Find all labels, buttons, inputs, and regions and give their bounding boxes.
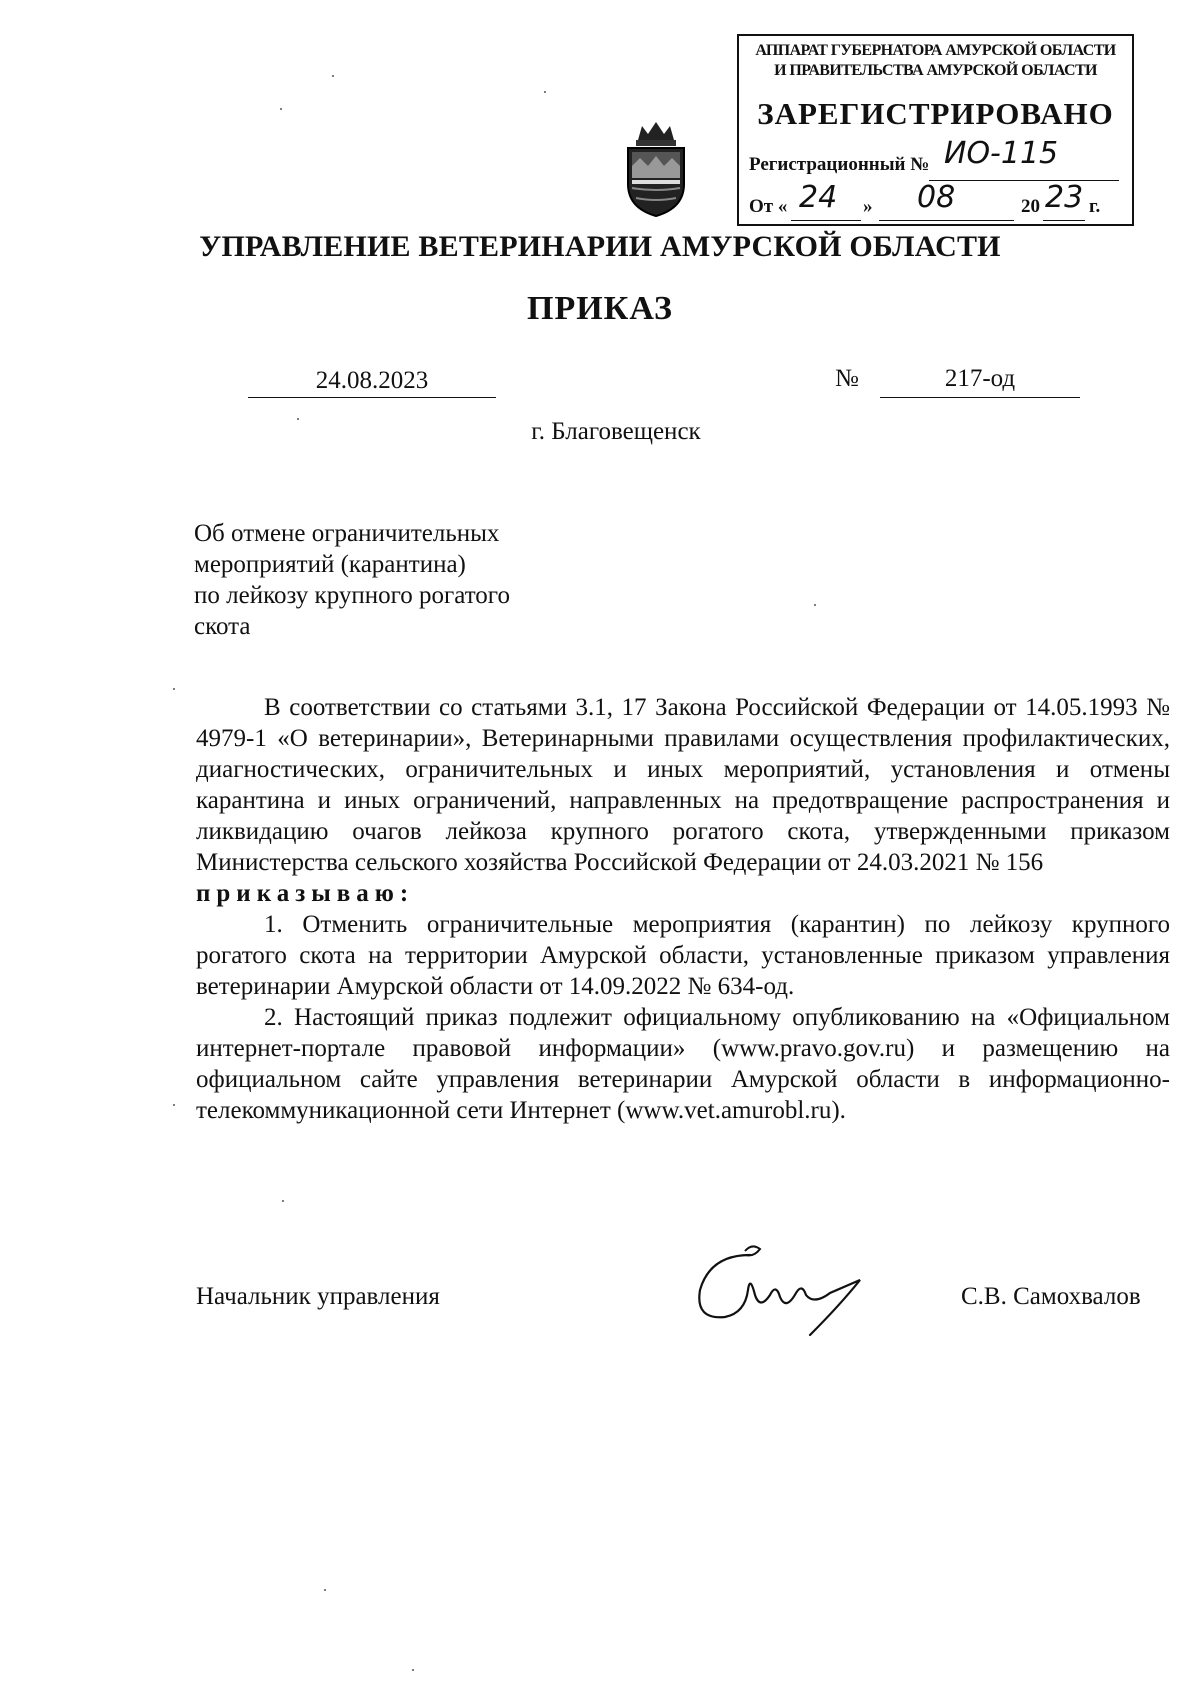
subject-line: мероприятий (карантина) [194, 551, 466, 578]
subject-line: по лейкозу крупного рогатого [194, 582, 510, 609]
stamp-year-suffix: 23 [1045, 180, 1084, 215]
handwritten-signature [690, 1235, 870, 1345]
stamp-date-quote-close: » [863, 196, 873, 217]
stamp-org-line1: АППАРАТ ГУБЕРНАТОРА АМУРСКОЙ ОБЛАСТИ [755, 42, 1116, 59]
document-type: ПРИКАЗ [527, 290, 673, 327]
preamble-paragraph: В соответствии со статьями 3.1, 17 Закона Российской Федерации от 14.05.1993 № 4979-1 «О ветеринарии», Ветеринарными правилами осуществления профилактических, диагностических, ограничительных и иных мероприятий, установления и отмены карантина и иных ограничений, направленных на предотвращение распространения и ликвидацию очагов лейкоза крупного рогатого скота, утвержденными приказом Министерства сельского хозяйства Российской Федерации от 24.03.2021 № 156 [196, 694, 1170, 876]
signatory-title: Начальник управления [196, 1283, 440, 1310]
document-subject [194, 518, 594, 642]
order-item: 2. Настоящий приказ подлежит официальному опубликованию на «Официальном интернет-портале правовой информации» (www.pravo.gov.ru) и размещению на официальном сайте управления ветеринарии Амурской области в информационно-телекоммуникационной сети Интернет (www.vet.amurobl.ru). [196, 1004, 1170, 1124]
agency-title: УПРАВЛЕНИЕ ВЕТЕРИНАРИИ АМУРСКОЙ ОБЛАСТИ [199, 230, 1001, 263]
subject-line: Об отмене ограничительных [194, 520, 500, 547]
stamp-date-month: 08 [917, 180, 956, 215]
stamp-registered: ЗАРЕГИСТРИРОВАНО [757, 96, 1114, 131]
document-city: г. Благовещенск [531, 418, 701, 445]
stamp-reg-label: Регистрационный № [749, 154, 930, 175]
stamp-reg-row [749, 154, 929, 176]
stamp-org-line2: И ПРАВИТЕЛЬСТВА АМУРСКОЙ ОБЛАСТИ [774, 62, 1097, 79]
subject-line: скота [194, 613, 251, 640]
stamp-year-prefix: 20 [1021, 196, 1040, 217]
order-item: 1. Отменить ограничительные мероприятия (карантин) по лейкозу крупного рогатого скота на территории Амурской области, установленные приказом управления ветеринарии Амурской области от 14.09.2022 № 634-од. [196, 911, 1170, 1000]
stamp-reg-number: ИО-115 [944, 136, 1059, 171]
stamp-date-row [749, 196, 787, 218]
document-date: 24.08.2023 [248, 367, 496, 398]
document-body [196, 692, 1170, 1126]
stamp-date-prefix: От « [749, 196, 788, 217]
document-number: 217-од [880, 365, 1080, 398]
stamp-date-day: 24 [799, 180, 838, 215]
stamp-year-unit: г. [1089, 196, 1101, 217]
order-word: приказываю: [196, 880, 415, 907]
signatory-name: С.В. Самохвалов [961, 1283, 1141, 1310]
document-number-sign: № [835, 365, 859, 392]
coat-of-arms-icon [618, 118, 694, 218]
registration-stamp [737, 34, 1134, 226]
